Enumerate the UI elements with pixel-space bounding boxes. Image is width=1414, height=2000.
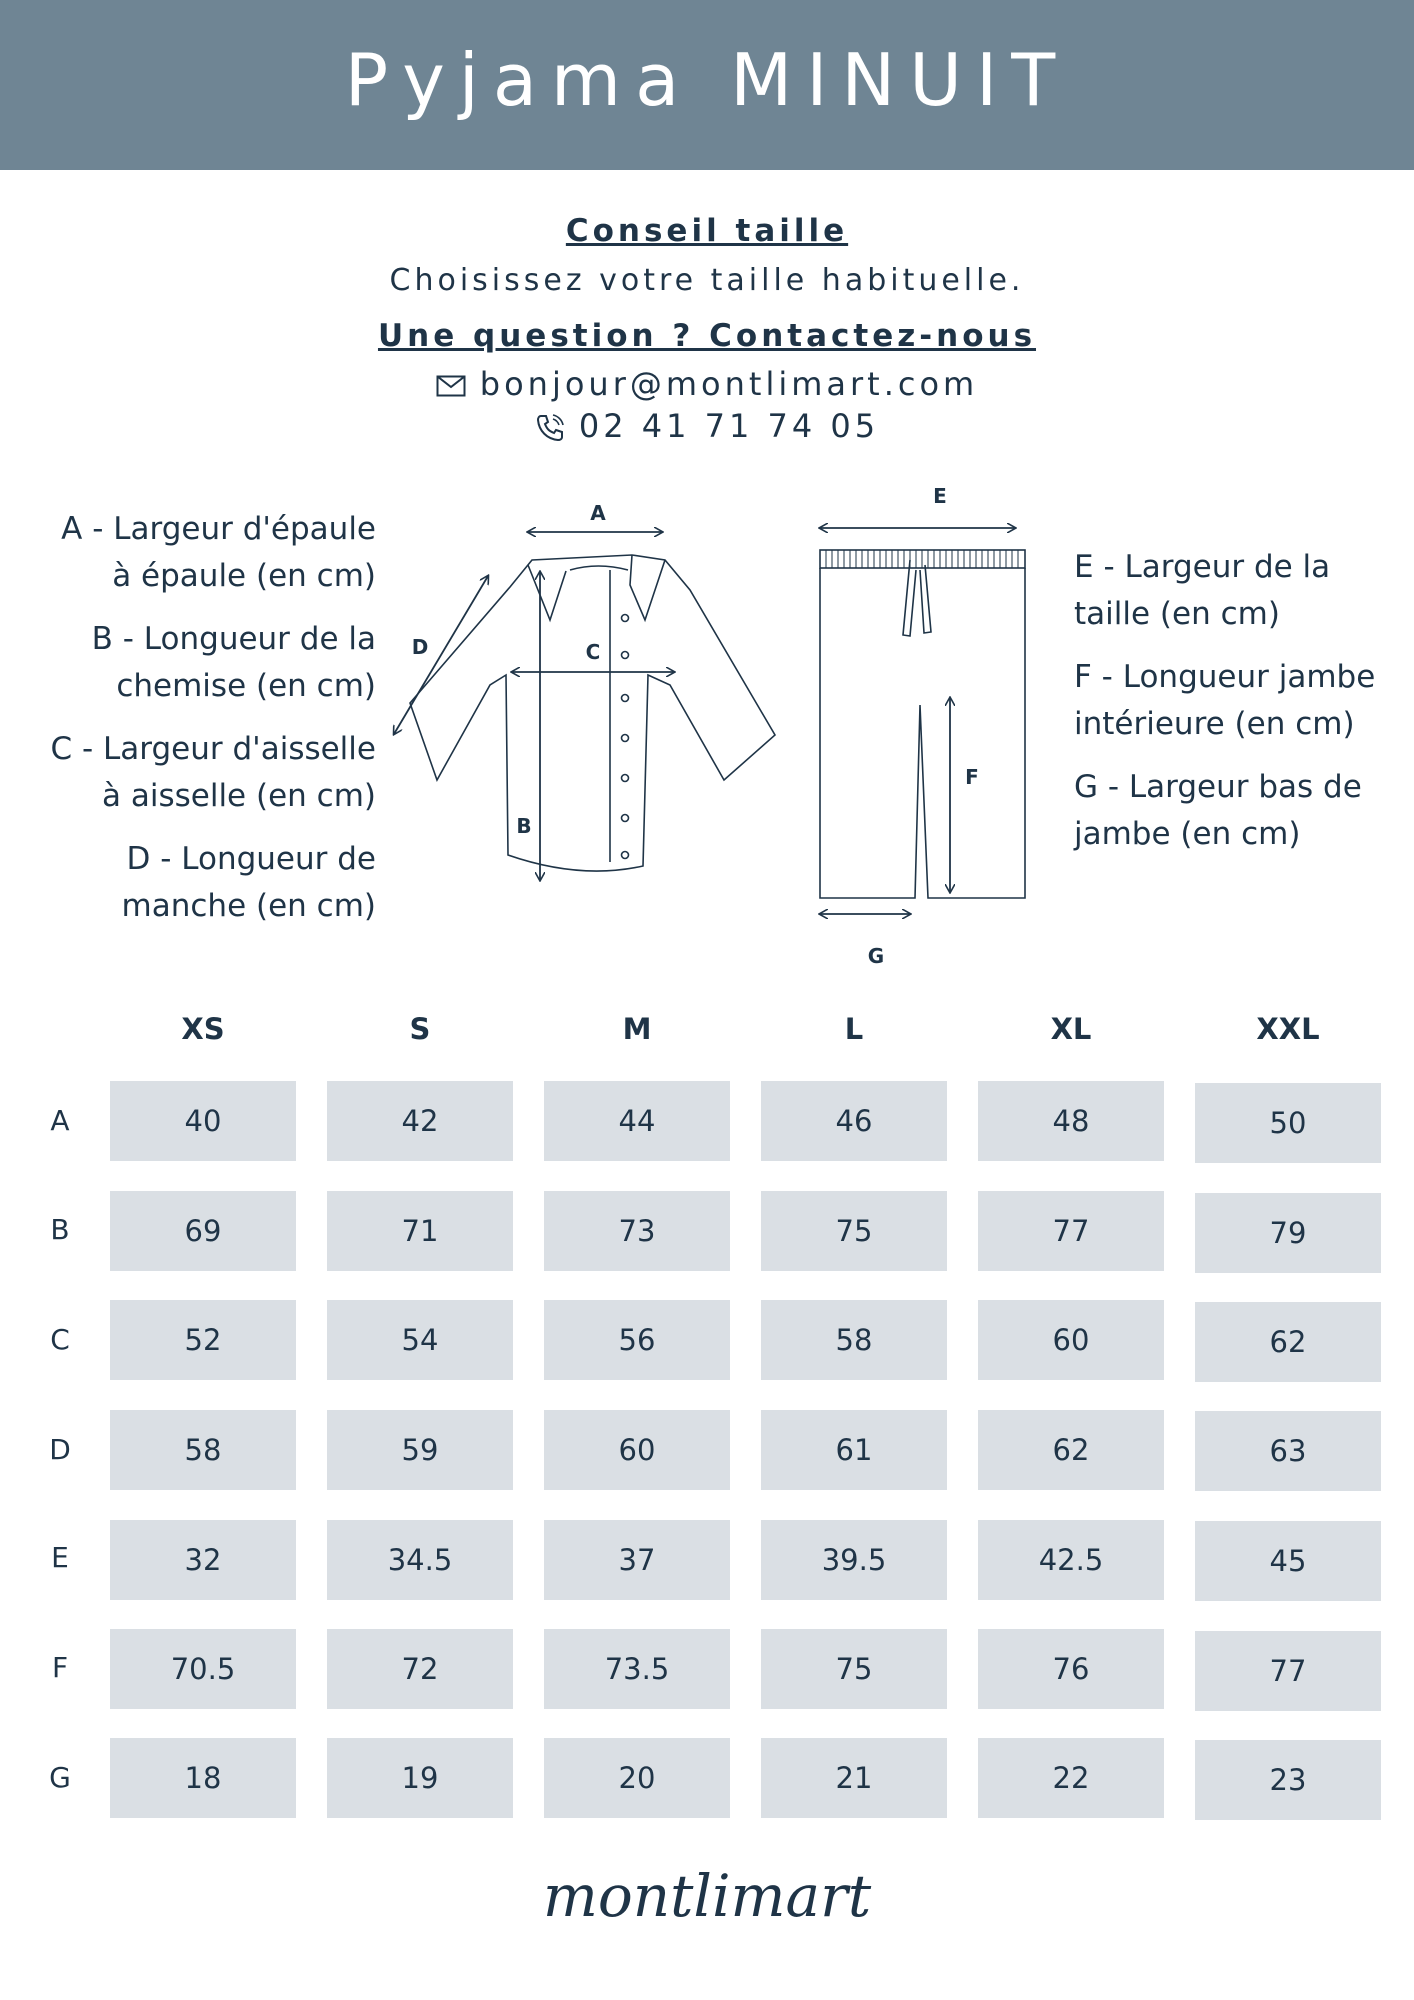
envelope-icon [436,375,466,397]
table-cell: 42 [327,1081,513,1161]
legend-item-a: A - Largeur d'épaule à épaule (en cm) [61,511,376,594]
table-cell: 54 [327,1300,513,1380]
legend-item-c: C - Largeur d'aisselle à aisselle (en cm) [50,731,376,814]
row-header-f: F [51,1651,69,1684]
table-cell: 75 [761,1629,947,1709]
table-cell: 44 [544,1081,730,1161]
garment-diagram [380,470,1040,980]
contact-email[interactable]: bonjour@montlimart.com [479,365,979,403]
arrow-d [394,576,488,734]
phone-icon [535,413,565,443]
diagram-label-f: F [965,765,979,789]
table-cell: 34.5 [327,1520,513,1600]
row-header-g: G [49,1761,71,1794]
row-header-a: A [50,1104,70,1137]
table-cell: 19 [327,1738,513,1818]
page-header [0,0,1414,170]
table-cell: 52 [110,1300,296,1380]
legend-item-b: B - Longueur de la chemise (en cm) [91,621,376,704]
legend-item-e: E - Largeur de la taille (en cm) [1074,549,1331,632]
table-cell: 46 [761,1081,947,1161]
row-header-d: D [49,1433,71,1466]
contact-title: Une question ? Contactez-nous [377,318,1037,354]
column-header-xxl: XXL [1256,1012,1320,1046]
table-cell: 77 [978,1191,1164,1271]
table-cell: 56 [544,1300,730,1380]
diagram-label-e: E [933,484,947,508]
table-cell: 76 [978,1629,1164,1709]
diagram-label-g: G [867,944,885,968]
table-cell: 42.5 [978,1520,1164,1600]
size-advice-text: Choisissez votre taille habituelle. [389,263,1025,298]
table-cell: 72 [327,1629,513,1709]
table-cell: 61 [761,1410,947,1490]
row-header-b: B [50,1213,70,1246]
brand-logo: montlimart [542,1862,872,1930]
table-cell: 48 [978,1081,1164,1161]
page-title: Pyjama MINUIT [344,38,1070,122]
table-cell: 58 [110,1410,296,1490]
table-cell: 40 [110,1081,296,1161]
table-cell: 69 [110,1191,296,1271]
table-cell: 39.5 [761,1520,947,1600]
table-cell: 32 [110,1520,296,1600]
diagram-label-d: D [411,635,429,659]
table-cell: 18 [110,1738,296,1818]
table-cell: 79 [1195,1193,1381,1273]
column-header-xs: XS [181,1012,225,1046]
diagram-label-b: B [516,814,532,838]
table-cell: 50 [1195,1083,1381,1163]
shirt-illustration [410,555,775,871]
legend-item-g: G - Largeur bas de jambe (en cm) [1074,769,1362,852]
column-header-m: M [622,1012,652,1046]
column-header-s: S [409,1012,431,1046]
size-advice-title: Conseil taille [565,213,849,249]
table-cell: 63 [1195,1411,1381,1491]
table-cell: 73 [544,1191,730,1271]
column-header-l: L [844,1012,864,1046]
diagram-label-a: A [590,501,606,525]
table-cell: 60 [544,1410,730,1490]
table-cell: 70.5 [110,1629,296,1709]
row-header-e: E [51,1541,69,1574]
row-header-c: C [50,1323,70,1356]
table-cell: 59 [327,1410,513,1490]
table-cell: 21 [761,1738,947,1818]
shirt-measure-legend [20,506,376,946]
contact-phone-row [0,407,1414,445]
table-cell: 58 [761,1300,947,1380]
table-cell: 22 [978,1738,1164,1818]
table-cell: 77 [1195,1631,1381,1711]
contact-phone[interactable]: 02 41 71 74 05 [578,407,880,445]
table-cell: 20 [544,1738,730,1818]
table-cell: 62 [978,1410,1164,1490]
table-cell: 23 [1195,1740,1381,1820]
legend-item-f: F - Longueur jambe intérieure (en cm) [1074,659,1376,742]
legend-item-d: D - Longueur de manche (en cm) [121,841,376,924]
pants-measure-legend [1074,544,1404,874]
pants-illustration [820,550,1025,898]
table-cell: 75 [761,1191,947,1271]
table-cell: 37 [544,1520,730,1600]
column-header-xl: XL [1050,1012,1092,1046]
measurement-arrows [394,528,1015,914]
table-cell: 73.5 [544,1629,730,1709]
table-cell: 60 [978,1300,1164,1380]
diagram-label-c: C [585,640,601,664]
contact-email-row [0,365,1414,403]
table-cell: 45 [1195,1521,1381,1601]
table-cell: 71 [327,1191,513,1271]
table-cell: 62 [1195,1302,1381,1382]
